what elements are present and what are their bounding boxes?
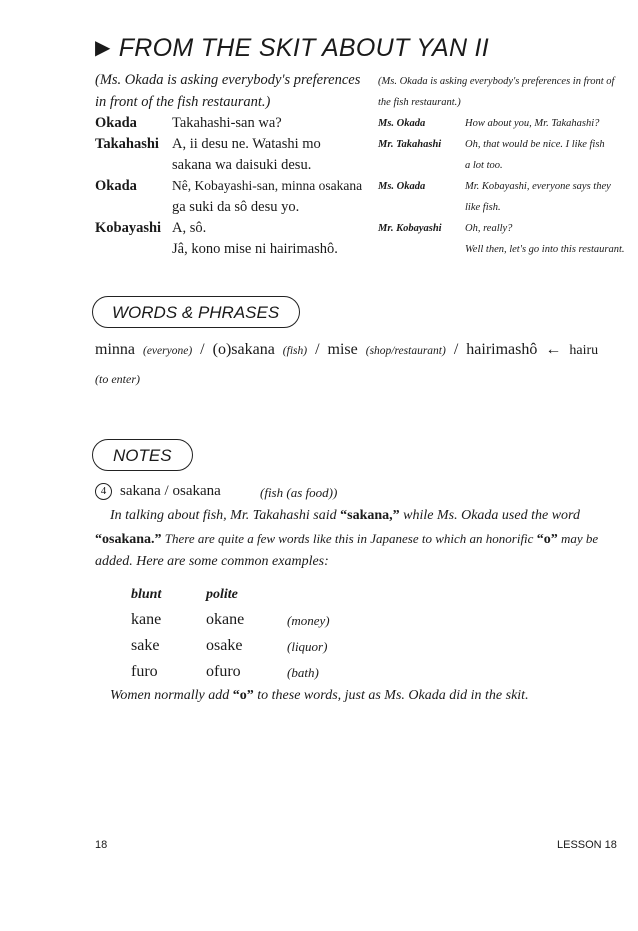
vocab-word: mise xyxy=(327,341,358,358)
vocab-word: minna xyxy=(95,341,135,358)
page-number: 18 xyxy=(95,839,108,851)
note-emphasis: “o” xyxy=(536,532,558,547)
skit-line-en: a lot too. xyxy=(465,160,503,171)
table-cell-blunt: sake xyxy=(131,637,160,654)
note-emphasis: “sakana,” xyxy=(340,508,400,523)
note-text: while Ms. Okada used the word xyxy=(399,508,580,523)
skit-line-jp: A, ii desu ne. Watashi mo xyxy=(172,136,321,152)
note-text: There are quite a few words like this in Japanese to which an honorific xyxy=(161,531,537,546)
skit-speaker-en: Ms. Okada xyxy=(378,181,426,192)
skit-intro-jp-2: in front of the fish restaurant.) xyxy=(95,94,271,110)
left-arrow-icon: ← xyxy=(545,341,562,358)
note-term: sakana / osakana xyxy=(120,483,221,499)
note-paragraph-line: added. Here are some common examples: xyxy=(95,554,329,569)
note-text: In talking about fish, Mr. Takahashi said xyxy=(110,508,341,523)
skit-intro-jp-1: (Ms. Okada is asking everybody's preferences xyxy=(95,72,361,88)
notes-heading xyxy=(92,439,193,471)
skit-speaker-jp: Takahashi xyxy=(95,136,159,152)
notes-heading-text: NOTES xyxy=(113,446,172,465)
note-emphasis: “osakana.” xyxy=(95,532,162,547)
note-paragraph-line xyxy=(110,508,580,524)
section-title xyxy=(95,34,489,63)
vocab-separator: / xyxy=(453,341,459,358)
skit-speaker-jp: Kobayashi xyxy=(95,220,162,236)
words-phrases-heading-text: WORDS & PHRASES xyxy=(112,303,280,322)
skit-line-en: Oh, that would be nice. I like fish xyxy=(465,139,605,150)
skit-line-en: like fish. xyxy=(465,202,501,213)
circled-number-text: 4 xyxy=(100,485,107,497)
vocab-word: (o)sakana xyxy=(212,341,275,358)
table-cell-polite: okane xyxy=(206,611,245,628)
skit-line-en: Mr. Kobayashi, everyone says they xyxy=(465,181,611,192)
table-cell-blunt: kane xyxy=(131,611,162,628)
note-closing-line xyxy=(110,688,529,704)
vocab-root: hairu xyxy=(569,343,599,358)
skit-speaker-en: Mr. Takahashi xyxy=(378,139,442,150)
skit-speaker-en: Mr. Kobayashi xyxy=(378,223,442,234)
vocab-separator: / xyxy=(315,341,320,358)
note-emphasis: “o” xyxy=(232,688,254,703)
table-cell-polite: osake xyxy=(206,637,243,654)
vocab-separator: / xyxy=(200,341,205,358)
skit-line-jp: Jâ, kono mise ni hairimashô. xyxy=(172,241,338,257)
note-text: to these words, just as Ms. Okada did in the skit. xyxy=(253,688,529,703)
skit-speaker-en: Ms. Okada xyxy=(378,118,426,129)
section-title-text: FROM THE SKIT ABOUT YAN II xyxy=(118,34,490,62)
circled-number-icon xyxy=(95,483,112,500)
table-cell-meaning: (money) xyxy=(287,613,330,628)
table-cell-meaning: (bath) xyxy=(287,665,319,680)
skit-intro-en-1: (Ms. Okada is asking everybody's preferences in front of xyxy=(378,76,615,87)
skit-speaker-jp: Okada xyxy=(95,178,137,194)
table-header-polite: polite xyxy=(206,587,238,602)
table-cell-meaning: (liquor) xyxy=(287,639,328,654)
vocab-gloss: (shop/restaurant) xyxy=(365,345,446,357)
note-text: Women normally add xyxy=(110,688,233,703)
note-text: may be xyxy=(557,531,599,546)
skit-line-en: Oh, really? xyxy=(465,223,513,234)
skit-line-jp: sakana wa daisuki desu. xyxy=(172,157,312,173)
note-paragraph-line xyxy=(95,531,598,548)
skit-line-jp: Takahashi-san wa? xyxy=(172,115,282,131)
vocab-gloss: (everyone) xyxy=(143,345,193,357)
table-header-blunt: blunt xyxy=(131,587,162,602)
skit-line-en: How about you, Mr. Takahashi? xyxy=(465,118,600,129)
vocab-line xyxy=(95,341,598,359)
note-title xyxy=(95,483,221,500)
skit-line-jp: Nê, Kobayashi-san, minna osakana xyxy=(172,178,363,193)
words-phrases-heading xyxy=(92,296,300,328)
skit-line-jp: ga suki da sô desu yo. xyxy=(172,199,300,215)
lesson-label: LESSON 18 xyxy=(557,839,617,851)
skit-intro-en-2: the fish restaurant.) xyxy=(378,97,461,108)
table-cell-blunt: furo xyxy=(131,663,158,680)
note-term-gloss: (fish (as food)) xyxy=(260,485,338,500)
vocab-gloss: (fish) xyxy=(282,345,308,357)
skit-line-jp: A, sô. xyxy=(172,220,207,236)
skit-speaker-jp: Okada xyxy=(95,115,137,131)
skit-line-en: Well then, let's go into this restaurant. xyxy=(465,244,625,255)
vocab-gloss: (to enter) xyxy=(95,372,140,386)
play-triangle-icon: ▶ xyxy=(95,37,111,59)
table-cell-polite: ofuro xyxy=(206,663,241,680)
vocab-word: hairimashô xyxy=(466,341,538,358)
